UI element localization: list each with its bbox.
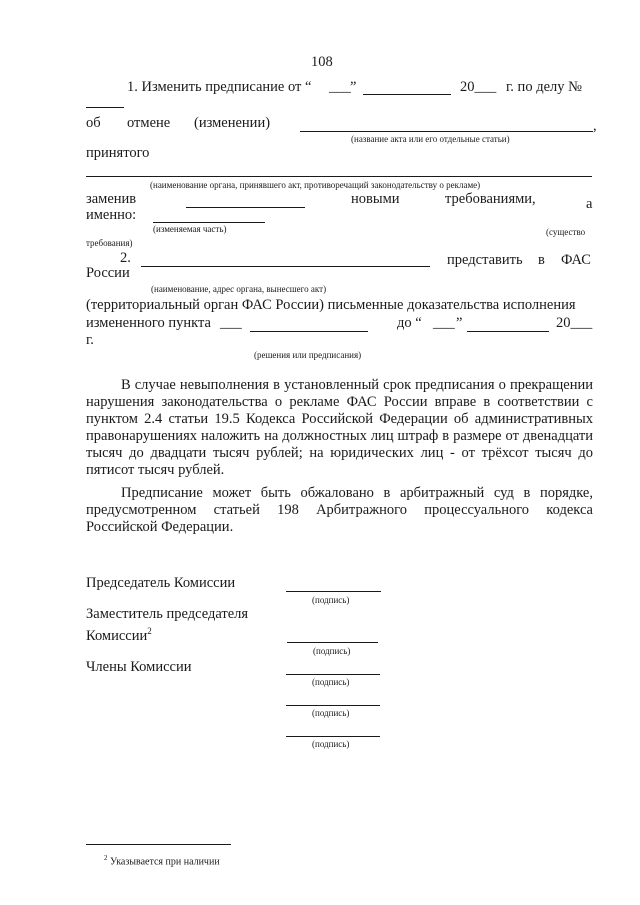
item2-decision-caption: (решения или предписания) (254, 350, 362, 360)
item1-novymi: новыми (351, 191, 400, 207)
item1-izmenenii: (изменении) (194, 115, 271, 131)
item1-organ-caption: (наименование органа, принявшего акт, противоречащий законодательству о рекламе) (150, 180, 481, 190)
member1-signature-line (286, 674, 380, 675)
item2-line1: (территориальный орган ФАС России) письменные доказательства исполнения (86, 297, 576, 313)
item1-act-caption: (название акта или его отдельные статьи) (351, 134, 510, 144)
item2-do: до “ (397, 315, 422, 331)
deputy-label-line2 (86, 623, 152, 645)
item1-quote-close: ” (350, 79, 357, 95)
item2-fas: ФАС (561, 252, 591, 268)
item1-organ-line (86, 176, 592, 177)
item2-predstavit: представить (447, 252, 523, 268)
footnote-marker: 2 (104, 854, 108, 862)
members-label: Члены Комиссии (86, 659, 192, 675)
page-number: 108 (311, 54, 333, 70)
member1-signature-caption: (подпись) (312, 677, 350, 687)
item1-case-line (86, 107, 124, 108)
item1-zameniv: заменив (86, 191, 137, 207)
chairman-label: Председатель Комиссии (86, 575, 236, 591)
item1-act-line (300, 131, 593, 132)
item1-replace-line (186, 207, 305, 208)
item1-prinyatogo: принятого (86, 145, 150, 161)
penalty-paragraph: В случае невыполнения в установленный срок предписания о прекращении нарушения законодательства о рекламе ФАС России вправе в соответствии с пунктом 2.4 статьи 19.5 Кодекса Российской Федерации об административных правонарушениях наложить на должностных лиц штраф в размере от двенадцати тысяч до двадцати тысяч рублей; на юридических лиц - от трёхсот тысяч до пятисот тысяч рублей. (86, 377, 593, 478)
item1-essence-caption-2: требования) (86, 238, 133, 248)
item1-quote-blank: ___ (329, 79, 351, 95)
item1-otmene: отмене (127, 115, 171, 131)
item2-year: 20___ (556, 315, 593, 331)
deputy-label-line1: Заместитель председателя (86, 606, 249, 622)
item1-ob: об (86, 115, 101, 131)
member3-signature-caption: (подпись) (312, 739, 350, 749)
item1-part-line (153, 222, 265, 223)
item1-trebovaniyami: требованиями, (445, 191, 536, 207)
chairman-signature-line (286, 591, 381, 592)
item2-dash: ___ (220, 315, 242, 331)
item1-essence-caption-1: (существо (546, 227, 586, 237)
item2-v: в (538, 252, 545, 268)
member2-signature-line (286, 705, 380, 706)
member2-signature-caption: (подпись) (312, 708, 350, 718)
item1-a: а (586, 196, 593, 212)
footnote-separator (86, 844, 231, 845)
item2-quote-blank: ___ (433, 315, 455, 331)
deputy-signature-caption: (подпись) (313, 646, 351, 656)
item2-rossii: России (86, 265, 130, 281)
item2-number: 2. (120, 250, 131, 266)
item2-quote-close: ” (456, 315, 463, 331)
footnote-text: Указывается при наличии (110, 856, 220, 868)
deputy-signature-line (287, 642, 378, 643)
item1-month-line (363, 94, 451, 95)
item1-prefix: 1. Изменить предписание от “ (127, 79, 312, 95)
item2-month-line (467, 331, 549, 332)
chairman-signature-caption: (подпись) (312, 595, 350, 605)
item2-izm: измененного пункта (86, 315, 211, 331)
footnote (104, 853, 220, 867)
item2-organ-line (141, 266, 430, 267)
item1-suffix: г. по делу № (506, 79, 582, 95)
item2-point-line (250, 331, 368, 332)
deputy-footnote-ref: 2 (147, 626, 152, 636)
item1-comma: , (593, 118, 597, 134)
deputy-label-text: Комиссии (86, 627, 148, 644)
item2-organ-caption: (наименование, адрес органа, вынесшего акт) (151, 284, 327, 294)
item1-imenno: именно: (86, 207, 137, 223)
item1-year: 20___ (460, 79, 497, 95)
appeal-paragraph: Предписание может быть обжаловано в арбитражный суд в порядке, предусмотренном статьей 198 Арбитражного процессуального кодекса Российской Федерации. (86, 485, 593, 535)
item2-g: г. (86, 332, 94, 348)
item1-part-caption: (изменяемая часть) (153, 224, 227, 234)
member3-signature-line (286, 736, 380, 737)
